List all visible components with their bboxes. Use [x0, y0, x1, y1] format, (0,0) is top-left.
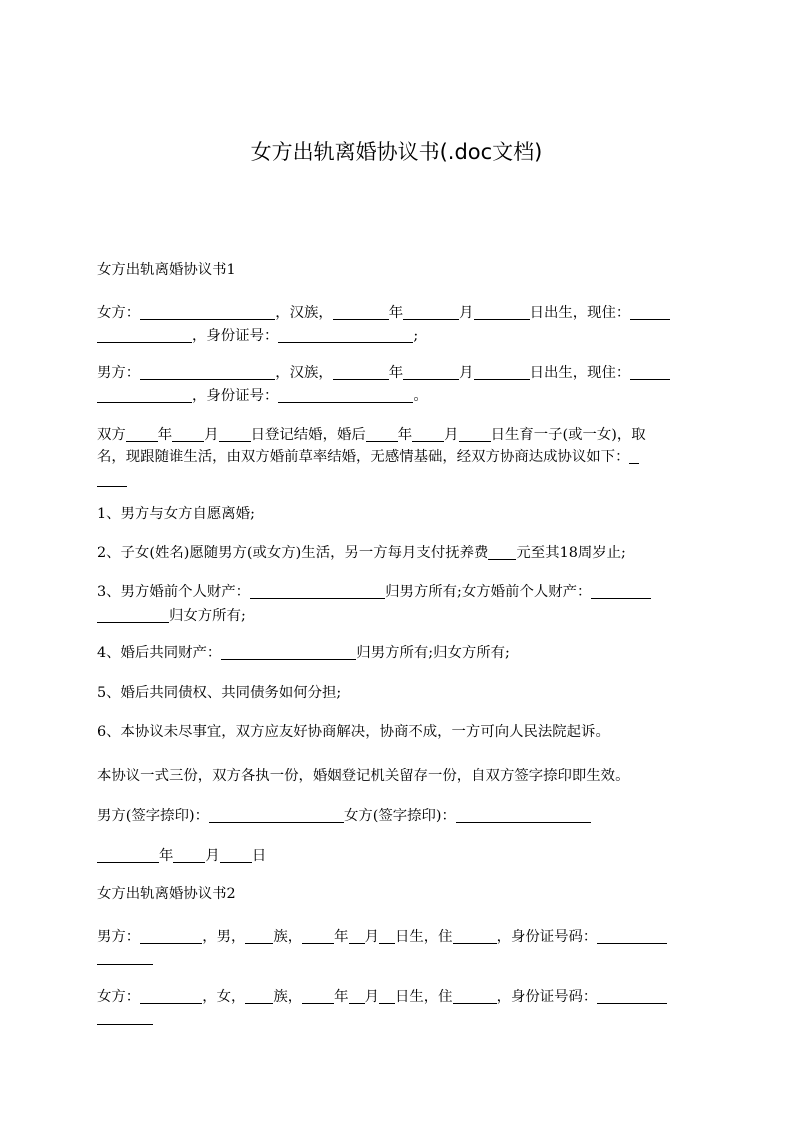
s2-wife-address-blank [453, 988, 497, 1004]
child-birth-month-blank [412, 426, 444, 442]
husband-birth-month-blank [403, 364, 459, 380]
husband-birth-day-blank [474, 364, 530, 380]
s2-husband-day-blank [379, 928, 395, 944]
wife-signature-blank [456, 807, 591, 823]
s2-wife-ethnic-blank [245, 988, 273, 1004]
document-title: 女方出轨离婚协议书(.doc文档) [250, 140, 543, 164]
s2-husband-line1: 男方： ，男， 族， 年 月 日生，住 ，身份证号码： [97, 927, 667, 947]
item-2: 2、子女(姓名)愿随男方(或女方)生活，另一方每月支付抚养费 元至其18周岁止; [97, 545, 626, 561]
section2-heading: 女方出轨离婚协议书2 [97, 886, 236, 902]
s2-wife-year-blank [302, 988, 334, 1004]
s2-wife-month-blank [349, 988, 365, 1004]
wife-address-blank-cont [97, 327, 192, 343]
s2-wife-name-blank [140, 988, 202, 1004]
child-birth-year-blank [366, 426, 398, 442]
s2-wife-day-blank [379, 988, 395, 1004]
s2-husband-name-blank [140, 928, 202, 944]
wife-birth-year-blank [333, 304, 389, 320]
wife-premarital-blank [591, 583, 651, 599]
copies-clause: 本协议一式三份，双方各执一份，婚姻登记机关留存一份，自双方签字捺印即生效。 [97, 768, 630, 784]
husband-info-line1: 男方： ，汉族， 年 月 日出生，现住： [97, 363, 670, 383]
wife-info-line2: ，身份证号： ; [97, 326, 418, 346]
s2-husband-address-blank [453, 928, 497, 944]
section1-heading: 女方出轨离婚协议书1 [97, 262, 236, 278]
s2-husband-id-blank [597, 928, 667, 944]
marriage-para-line1: 双方 年 月 日登记结婚，婚后 年 月 日生育一子(或一女)，取 [97, 427, 646, 443]
signature-line: 男方(签字捺印)： 女方(签字捺印)： [97, 806, 591, 826]
husband-name-blank [140, 364, 275, 380]
s2-husband-ethnic-blank [245, 928, 273, 944]
sign-day-blank [220, 847, 252, 863]
wife-premarital-blank-cont [97, 607, 169, 623]
husband-info-line2: ，身份证号： 。 [97, 386, 428, 406]
husband-address-blank [630, 364, 670, 380]
husband-birth-year-blank [333, 364, 389, 380]
s2-husband-line2 [97, 948, 153, 968]
joint-property-blank [221, 644, 356, 660]
item-1: 1、男方与女方自愿离婚; [97, 506, 255, 522]
wife-info-line1: 女方： ，汉族， 年 月 日出生，现住： [97, 303, 670, 323]
s2-wife-id-blank-cont [97, 1009, 153, 1025]
marriage-day-blank [219, 426, 251, 442]
marriage-para-line3 [97, 470, 127, 490]
s2-husband-month-blank [349, 928, 365, 944]
item-3-line2: 归女方所有; [97, 606, 246, 626]
agreement-blank-cont [97, 471, 127, 487]
s2-wife-line2 [97, 1008, 153, 1028]
s2-husband-id-blank-cont [97, 949, 153, 965]
wife-id-blank [278, 327, 413, 343]
s2-wife-line1: 女方： ，女， 族， 年 月 日生，住 ，身份证号码： [97, 987, 667, 1007]
date-line: 年 月 日 [97, 846, 266, 866]
marriage-month-blank [172, 426, 204, 442]
marriage-year-blank [126, 426, 158, 442]
item-4: 4、婚后共同财产： 归男方所有;归女方所有; [97, 645, 510, 661]
wife-address-blank [630, 304, 670, 320]
item-5: 5、婚后共同债权、共同债务如何分担; [97, 685, 342, 701]
husband-signature-blank [209, 807, 344, 823]
sign-year-blank [97, 847, 159, 863]
wife-birth-day-blank [474, 304, 530, 320]
wife-label: 女方： [97, 305, 141, 321]
wife-birth-month-blank [403, 304, 459, 320]
husband-address-blank-cont [97, 387, 192, 403]
support-amount-blank [488, 544, 516, 560]
sign-month-blank [173, 847, 205, 863]
husband-id-blank [278, 387, 413, 403]
s2-wife-id-blank [597, 988, 667, 1004]
husband-premarital-blank [250, 583, 385, 599]
wife-name-blank [140, 304, 275, 320]
husband-label: 男方： [97, 365, 141, 381]
child-birth-day-blank [459, 426, 491, 442]
marriage-para-line2: 名，现跟随谁生活，由双方婚前草率结婚，无感情基础，经双方协商达成协议如下： [97, 447, 639, 467]
item-6: 6、本协议未尽事宜，双方应友好协商解决，协商不成，一方可向人民法院起诉。 [97, 724, 610, 740]
item-3-line1: 3、男方婚前个人财产： 归男方所有;女方婚前个人财产： [97, 582, 651, 602]
s2-husband-year-blank [302, 928, 334, 944]
agreement-blank [629, 448, 639, 464]
